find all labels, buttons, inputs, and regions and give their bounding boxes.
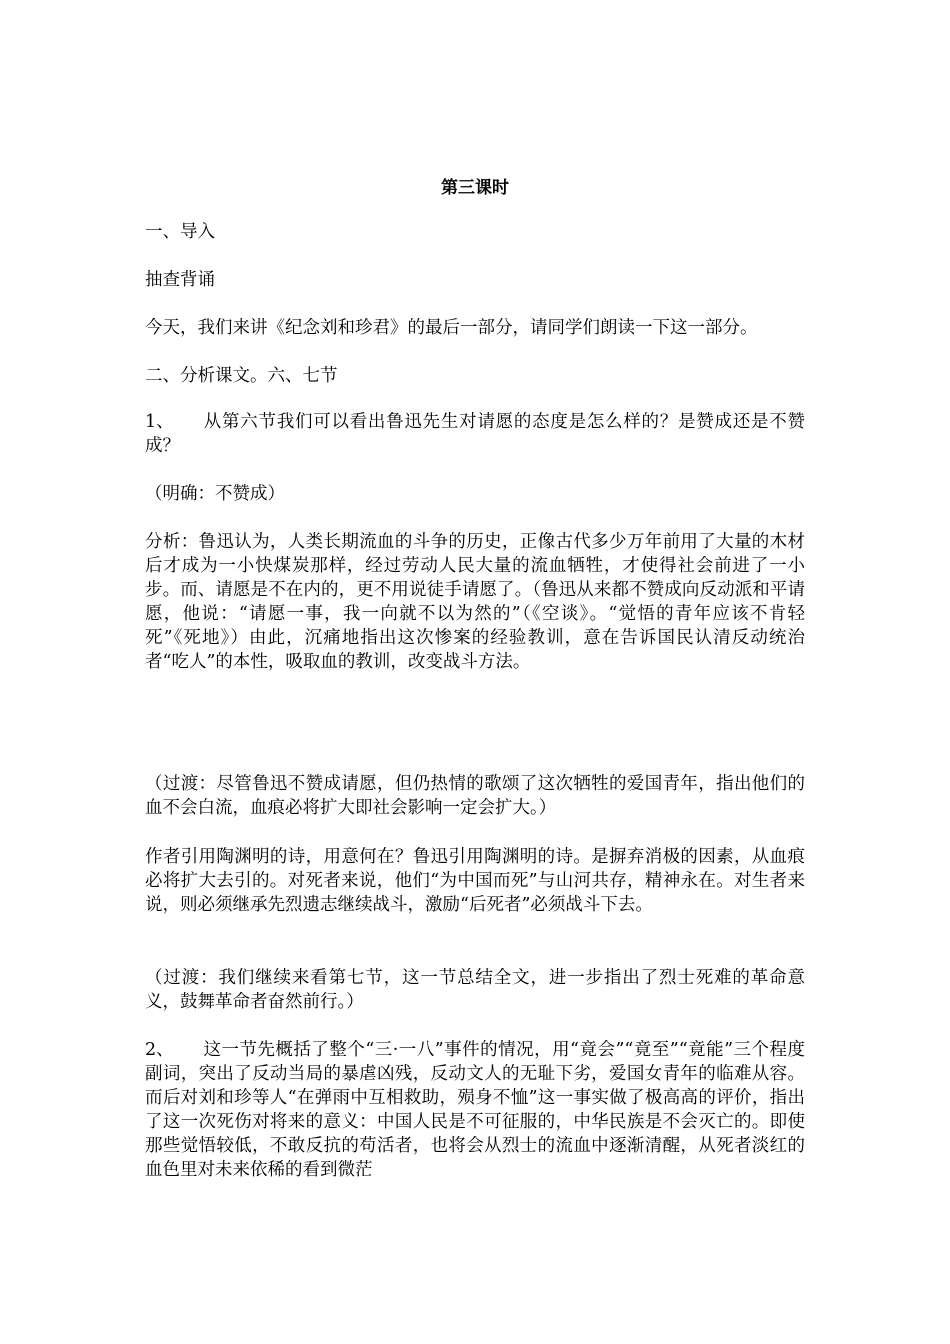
page-title: 第三课时 — [441, 178, 509, 198]
paragraph-today: 今天，我们来讲《纪念刘和珍君》的最后一部分，请同学们朗读一下这一部分。 — [145, 318, 758, 338]
list-item-1-text: 从第六节我们可以看出鲁迅先生对请愿的态度是怎么样的？是赞成还是不赞成？ — [145, 412, 805, 456]
section-heading-analysis: 二、分析课文。六、七节 — [145, 366, 338, 386]
paragraph-transition-2: （过渡：我们继续来看第七节，这一节总结全文，进一步指出了烈士死难的革命意义，鼓舞革命者奋然前行。） — [145, 968, 805, 1012]
list-number-1: 1、 — [145, 412, 174, 432]
paragraph-poem: 作者引用陶渊明的诗，用意何在？鲁迅引用陶渊明的诗。是摒弃消极的因素，从血痕必将扩大去引的。对死者来说，他们“为中国而死”与山河共存，精神永在。对生者来说，则必须继承先烈遗志继续战斗，激励“后死者”必须战斗下去。 — [145, 847, 805, 915]
section-heading-intro: 一、导入 — [145, 222, 215, 242]
list-item-1 — [145, 410, 805, 458]
paragraph-analysis: 分析：鲁迅认为，人类长期流血的斗争的历史，正像古代多少万年前用了大量的木材后才成为一小快煤炭那样，经过劳动人民大量的流血牺牲，才使得社会前进了一小步。而、请愿是不在内的，更不用说徒手请愿了。（鲁迅从来都不赞成向反动派和平请愿，他说：“请愿一事，我一向就不以为然的”（《空谈》。“觉悟的青年应该不肯轻死”《死地》）由此，沉痛地指出这次惨案的经验教训，意在告诉国民认清反动统治者“吃人”的本性，吸取血的教训，改变战斗方法。 — [145, 532, 805, 672]
paragraph-clarify: （明确：不赞成） — [145, 484, 285, 504]
paragraph-transition-1: （过渡：尽管鲁迅不赞成请愿，但仍热情的歌颂了这次牺牲的爱国青年，指出他们的血不会白流，血痕必将扩大即社会影响一定会扩大。） — [145, 774, 805, 818]
list-number-2: 2、 — [145, 1040, 174, 1060]
paragraph-recitation: 抽查背诵 — [145, 270, 215, 290]
list-item-2 — [145, 1038, 805, 1182]
list-item-2-text: 这一节先概括了整个“三·一八”事件的情况，用“竟会”“竟至”“竟能”三个程度副词，突出了反动当局的暴虐凶残，反动文人的无耻下劣，爱国女青年的临难从容。而后对刘和珍等人“在弹雨中互相救助，殒身不恤”这一事实做了极高高的评价，指出了这一次死伤对将来的意义：中国人民是不可征服的，中华民族是不会灭亡的。即使那些觉悟较低，不敢反抗的苟活者，也将会从烈士的流血中逐渐清醒，从死者淡红的血色里对未来依稀的看到微茫 — [145, 1040, 805, 1180]
